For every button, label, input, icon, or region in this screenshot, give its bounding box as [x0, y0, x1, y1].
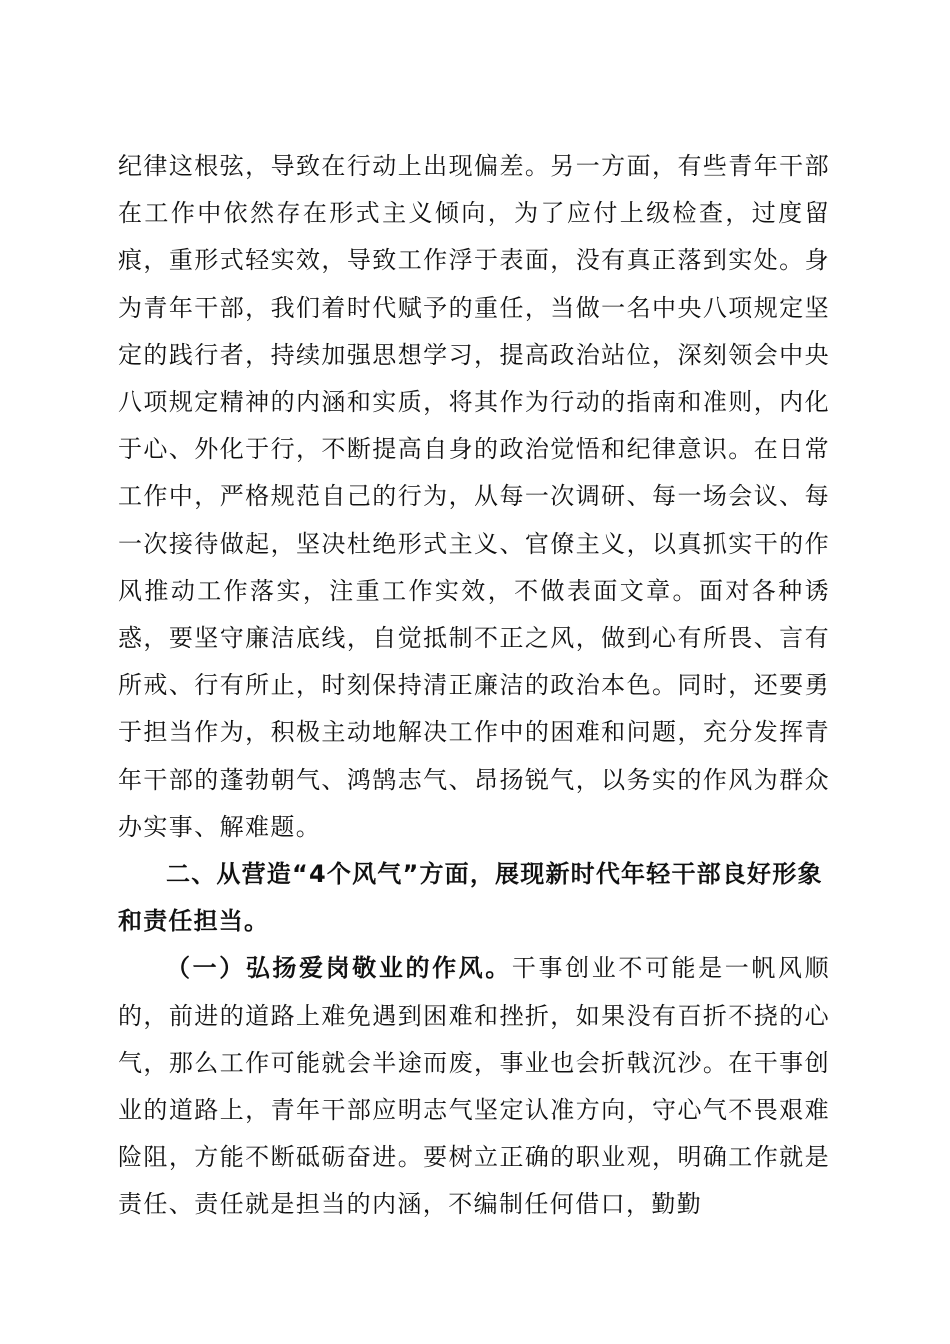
subsection-heading: （一）弘扬爱岗敬业的作风。: [166, 954, 512, 983]
body-paragraph: 纪律这根弦，导致在行动上出现偏差。另一方面，有些青年干部在工作中依然存在形式主义倾向，为了应付上级检查，过度留痕，重形式轻实效，导致工作浮于表面，没有真正落到实处。身为青年干部，我们着时代赋予的重任，当做一名中央八项规定坚定的践行者，持续加强思想学习，提高政治站位，深刻领会中央八项规定精神的内涵和实质，将其作为行动的指南和准则，内化于心、外化于行，不断提高自身的政治觉悟和纪律意识。在日常工作中，严格规范自己的行为，从每一次调研、每一场会议、每一次接待做起，坚决杜绝形式主义、官僚主义，以真抓实干的作风推动工作落实，注重工作实效，不做表面文章。面对各种诱惑，要坚守廉洁底线，自觉抵制不正之风，做到心有所畏、言有所戒、行有所止，时刻保持清正廉洁的政治本色。同时，还要勇于担当作为，积极主动地解决工作中的困难和问题，充分发挥青年干部的蓬勃朝气、鸿鹄志气、昂扬锐气，以务实的作风为群众办实事、解难题。: [118, 152, 830, 841]
body-paragraph-with-subheading: [118, 945, 830, 1228]
section-heading: 二、从营造“4个风气”方面，展现新时代年轻干部良好形象和责任担当。: [118, 860, 823, 936]
body-paragraph-text: 干事创业不可能是一帆风顺的，前进的道路上难免遇到困难和挫折，如果没有百折不挠的心气，那么工作可能就会半途而废，事业也会折戟沉沙。在干事创业的道路上，青年干部应明志气坚定认准方向，守心气不畏艰难险阻，方能不断砥砺奋进。要树立正确的职业观，明确工作就是责任、责任就是担当的内涵，不编制任何借口，勤勤: [118, 954, 830, 1219]
document-body: [118, 143, 830, 1229]
